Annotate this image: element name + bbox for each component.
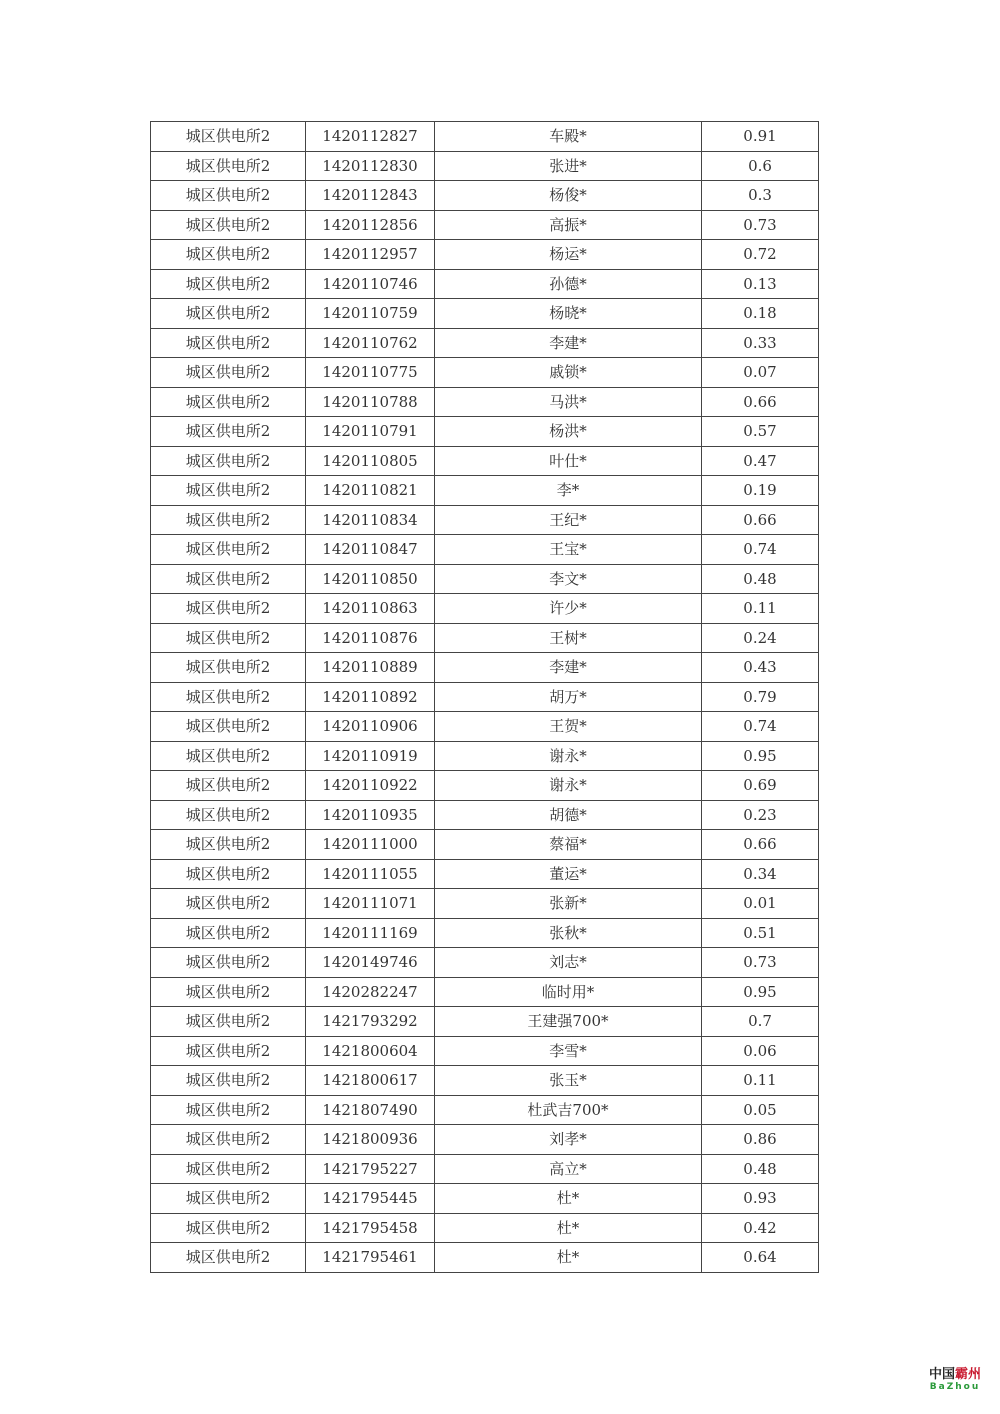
value-cell: 0.24 xyxy=(702,623,819,653)
table-row xyxy=(151,210,819,240)
station-cell: 城区供电所2 xyxy=(151,328,306,358)
customer-name-cell: 李建* xyxy=(435,653,702,683)
table-row xyxy=(151,741,819,771)
station-cell: 城区供电所2 xyxy=(151,1184,306,1214)
account-number-cell: 1420110892 xyxy=(306,682,435,712)
account-number-cell: 1420110863 xyxy=(306,594,435,624)
table-row xyxy=(151,181,819,211)
table-row xyxy=(151,682,819,712)
table-row xyxy=(151,1007,819,1037)
customer-name-cell: 杨晓* xyxy=(435,299,702,329)
value-cell: 0.73 xyxy=(702,210,819,240)
customer-name-cell: 王建强700* xyxy=(435,1007,702,1037)
table-row xyxy=(151,122,819,152)
customer-name-cell: 谢永* xyxy=(435,741,702,771)
customer-name-cell: 李* xyxy=(435,476,702,506)
customer-name-cell: 蔡福* xyxy=(435,830,702,860)
customer-name-cell: 李文* xyxy=(435,564,702,594)
account-number-cell: 1421795461 xyxy=(306,1243,435,1273)
account-number-cell: 1420110876 xyxy=(306,623,435,653)
value-cell: 0.34 xyxy=(702,859,819,889)
value-cell: 0.79 xyxy=(702,682,819,712)
logo-chinese-text: 中国霸州 xyxy=(928,1367,982,1382)
value-cell: 0.74 xyxy=(702,712,819,742)
value-cell: 0.01 xyxy=(702,889,819,919)
customer-name-cell: 张进* xyxy=(435,151,702,181)
customer-name-cell: 董运* xyxy=(435,859,702,889)
table-row xyxy=(151,269,819,299)
table-row xyxy=(151,328,819,358)
station-cell: 城区供电所2 xyxy=(151,653,306,683)
station-cell: 城区供电所2 xyxy=(151,1243,306,1273)
account-number-cell: 1420111169 xyxy=(306,918,435,948)
customer-name-cell: 许少* xyxy=(435,594,702,624)
account-number-cell: 1420111071 xyxy=(306,889,435,919)
value-cell: 0.6 xyxy=(702,151,819,181)
value-cell: 0.72 xyxy=(702,240,819,270)
value-cell: 0.51 xyxy=(702,918,819,948)
station-cell: 城区供电所2 xyxy=(151,476,306,506)
station-cell: 城区供电所2 xyxy=(151,682,306,712)
station-cell: 城区供电所2 xyxy=(151,859,306,889)
value-cell: 0.47 xyxy=(702,446,819,476)
table-row xyxy=(151,800,819,830)
station-cell: 城区供电所2 xyxy=(151,1095,306,1125)
account-number-cell: 1420110850 xyxy=(306,564,435,594)
value-cell: 0.57 xyxy=(702,417,819,447)
value-cell: 0.42 xyxy=(702,1213,819,1243)
station-cell: 城区供电所2 xyxy=(151,771,306,801)
account-number-cell: 1421793292 xyxy=(306,1007,435,1037)
table-row xyxy=(151,240,819,270)
table-row xyxy=(151,417,819,447)
customer-name-cell: 高振* xyxy=(435,210,702,240)
table-row xyxy=(151,446,819,476)
customer-name-cell: 刘孝* xyxy=(435,1125,702,1155)
table-row xyxy=(151,535,819,565)
value-cell: 0.64 xyxy=(702,1243,819,1273)
station-cell: 城区供电所2 xyxy=(151,387,306,417)
value-cell: 0.69 xyxy=(702,771,819,801)
value-cell: 0.91 xyxy=(702,122,819,152)
account-number-cell: 1420110922 xyxy=(306,771,435,801)
account-number-cell: 1420111055 xyxy=(306,859,435,889)
table-row xyxy=(151,712,819,742)
customer-name-cell: 杜* xyxy=(435,1213,702,1243)
customer-name-cell: 车殿* xyxy=(435,122,702,152)
table-row xyxy=(151,830,819,860)
station-cell: 城区供电所2 xyxy=(151,210,306,240)
value-cell: 0.74 xyxy=(702,535,819,565)
customer-name-cell: 李雪* xyxy=(435,1036,702,1066)
value-cell: 0.33 xyxy=(702,328,819,358)
station-cell: 城区供电所2 xyxy=(151,1125,306,1155)
table-row xyxy=(151,1125,819,1155)
station-cell: 城区供电所2 xyxy=(151,1066,306,1096)
table-row xyxy=(151,358,819,388)
station-cell: 城区供电所2 xyxy=(151,623,306,653)
table-row xyxy=(151,623,819,653)
value-cell: 0.73 xyxy=(702,948,819,978)
value-cell: 0.66 xyxy=(702,505,819,535)
customer-name-cell: 刘志* xyxy=(435,948,702,978)
customer-name-cell: 戚锁* xyxy=(435,358,702,388)
station-cell: 城区供电所2 xyxy=(151,594,306,624)
account-number-cell: 1420110775 xyxy=(306,358,435,388)
station-cell: 城区供电所2 xyxy=(151,535,306,565)
station-cell: 城区供电所2 xyxy=(151,1154,306,1184)
account-number-cell: 1420110834 xyxy=(306,505,435,535)
value-cell: 0.66 xyxy=(702,387,819,417)
value-cell: 0.48 xyxy=(702,564,819,594)
bazhou-logo xyxy=(924,1367,986,1393)
account-number-cell: 1420112856 xyxy=(306,210,435,240)
station-cell: 城区供电所2 xyxy=(151,1213,306,1243)
table-row xyxy=(151,505,819,535)
value-cell: 0.7 xyxy=(702,1007,819,1037)
station-cell: 城区供电所2 xyxy=(151,446,306,476)
customer-name-cell: 王贺* xyxy=(435,712,702,742)
station-cell: 城区供电所2 xyxy=(151,1007,306,1037)
table-row xyxy=(151,1184,819,1214)
value-cell: 0.86 xyxy=(702,1125,819,1155)
account-number-cell: 1420112843 xyxy=(306,181,435,211)
customer-name-cell: 马洪* xyxy=(435,387,702,417)
account-number-cell: 1420110821 xyxy=(306,476,435,506)
table-row xyxy=(151,918,819,948)
station-cell: 城区供电所2 xyxy=(151,830,306,860)
account-number-cell: 1420110889 xyxy=(306,653,435,683)
table-row xyxy=(151,859,819,889)
table-row xyxy=(151,1066,819,1096)
station-cell: 城区供电所2 xyxy=(151,151,306,181)
value-cell: 0.07 xyxy=(702,358,819,388)
station-cell: 城区供电所2 xyxy=(151,240,306,270)
customer-name-cell: 张秋* xyxy=(435,918,702,948)
station-cell: 城区供电所2 xyxy=(151,918,306,948)
value-cell: 0.95 xyxy=(702,741,819,771)
account-number-cell: 1420110847 xyxy=(306,535,435,565)
account-number-cell: 1420112830 xyxy=(306,151,435,181)
station-cell: 城区供电所2 xyxy=(151,889,306,919)
customer-name-cell: 叶仕* xyxy=(435,446,702,476)
station-cell: 城区供电所2 xyxy=(151,358,306,388)
account-number-cell: 1420110906 xyxy=(306,712,435,742)
customer-name-cell: 李建* xyxy=(435,328,702,358)
table-row xyxy=(151,653,819,683)
value-cell: 0.13 xyxy=(702,269,819,299)
account-number-cell: 1420110762 xyxy=(306,328,435,358)
station-cell: 城区供电所2 xyxy=(151,269,306,299)
account-number-cell: 1421807490 xyxy=(306,1095,435,1125)
value-cell: 0.23 xyxy=(702,800,819,830)
customer-name-cell: 杨俊* xyxy=(435,181,702,211)
value-cell: 0.3 xyxy=(702,181,819,211)
account-number-cell: 1421795445 xyxy=(306,1184,435,1214)
account-number-cell: 1420282247 xyxy=(306,977,435,1007)
station-cell: 城区供电所2 xyxy=(151,1036,306,1066)
customer-name-cell: 胡万* xyxy=(435,682,702,712)
account-number-cell: 1420110746 xyxy=(306,269,435,299)
station-cell: 城区供电所2 xyxy=(151,417,306,447)
table-row xyxy=(151,476,819,506)
station-cell: 城区供电所2 xyxy=(151,299,306,329)
customer-name-cell: 张新* xyxy=(435,889,702,919)
account-number-cell: 1421800936 xyxy=(306,1125,435,1155)
table-row xyxy=(151,1036,819,1066)
account-number-cell: 1420110935 xyxy=(306,800,435,830)
table-row xyxy=(151,889,819,919)
table-row xyxy=(151,299,819,329)
customer-name-cell: 临时用* xyxy=(435,977,702,1007)
customer-name-cell: 胡德* xyxy=(435,800,702,830)
customer-name-cell: 王纪* xyxy=(435,505,702,535)
account-number-cell: 1421800617 xyxy=(306,1066,435,1096)
account-number-cell: 1420112827 xyxy=(306,122,435,152)
value-cell: 0.19 xyxy=(702,476,819,506)
table-row xyxy=(151,387,819,417)
account-number-cell: 1420110919 xyxy=(306,741,435,771)
account-number-cell: 1420110759 xyxy=(306,299,435,329)
station-cell: 城区供电所2 xyxy=(151,741,306,771)
value-cell: 0.06 xyxy=(702,1036,819,1066)
station-cell: 城区供电所2 xyxy=(151,712,306,742)
value-cell: 0.43 xyxy=(702,653,819,683)
data-table xyxy=(150,121,819,1273)
table-row xyxy=(151,594,819,624)
table-row xyxy=(151,771,819,801)
customer-name-cell: 张玉* xyxy=(435,1066,702,1096)
customer-name-cell: 杜* xyxy=(435,1184,702,1214)
value-cell: 0.05 xyxy=(702,1095,819,1125)
value-cell: 0.48 xyxy=(702,1154,819,1184)
account-number-cell: 1420149746 xyxy=(306,948,435,978)
station-cell: 城区供电所2 xyxy=(151,181,306,211)
value-cell: 0.95 xyxy=(702,977,819,1007)
value-cell: 0.66 xyxy=(702,830,819,860)
customer-name-cell: 王树* xyxy=(435,623,702,653)
customer-name-cell: 谢永* xyxy=(435,771,702,801)
table-row xyxy=(151,1095,819,1125)
station-cell: 城区供电所2 xyxy=(151,505,306,535)
customer-name-cell: 杜武吉700* xyxy=(435,1095,702,1125)
account-number-cell: 1421800604 xyxy=(306,1036,435,1066)
account-number-cell: 1420111000 xyxy=(306,830,435,860)
account-number-cell: 1420110805 xyxy=(306,446,435,476)
table-row xyxy=(151,1243,819,1273)
account-number-cell: 1421795458 xyxy=(306,1213,435,1243)
table-row xyxy=(151,564,819,594)
station-cell: 城区供电所2 xyxy=(151,948,306,978)
value-cell: 0.11 xyxy=(702,1066,819,1096)
account-number-cell: 1421795227 xyxy=(306,1154,435,1184)
station-cell: 城区供电所2 xyxy=(151,977,306,1007)
table-row xyxy=(151,977,819,1007)
customer-name-cell: 孙德* xyxy=(435,269,702,299)
account-number-cell: 1420110791 xyxy=(306,417,435,447)
logo-english-text: BaZhou xyxy=(929,1382,981,1392)
account-number-cell: 1420112957 xyxy=(306,240,435,270)
customer-name-cell: 高立* xyxy=(435,1154,702,1184)
table-row xyxy=(151,1154,819,1184)
value-cell: 0.11 xyxy=(702,594,819,624)
station-cell: 城区供电所2 xyxy=(151,800,306,830)
station-cell: 城区供电所2 xyxy=(151,564,306,594)
customer-name-cell: 王宝* xyxy=(435,535,702,565)
customer-name-cell: 杨洪* xyxy=(435,417,702,447)
value-cell: 0.93 xyxy=(702,1184,819,1214)
account-number-cell: 1420110788 xyxy=(306,387,435,417)
value-cell: 0.18 xyxy=(702,299,819,329)
table-row xyxy=(151,151,819,181)
customer-name-cell: 杨运* xyxy=(435,240,702,270)
table-row xyxy=(151,1213,819,1243)
customer-name-cell: 杜* xyxy=(435,1243,702,1273)
station-cell: 城区供电所2 xyxy=(151,122,306,152)
table-body xyxy=(151,122,819,1273)
table-row xyxy=(151,948,819,978)
